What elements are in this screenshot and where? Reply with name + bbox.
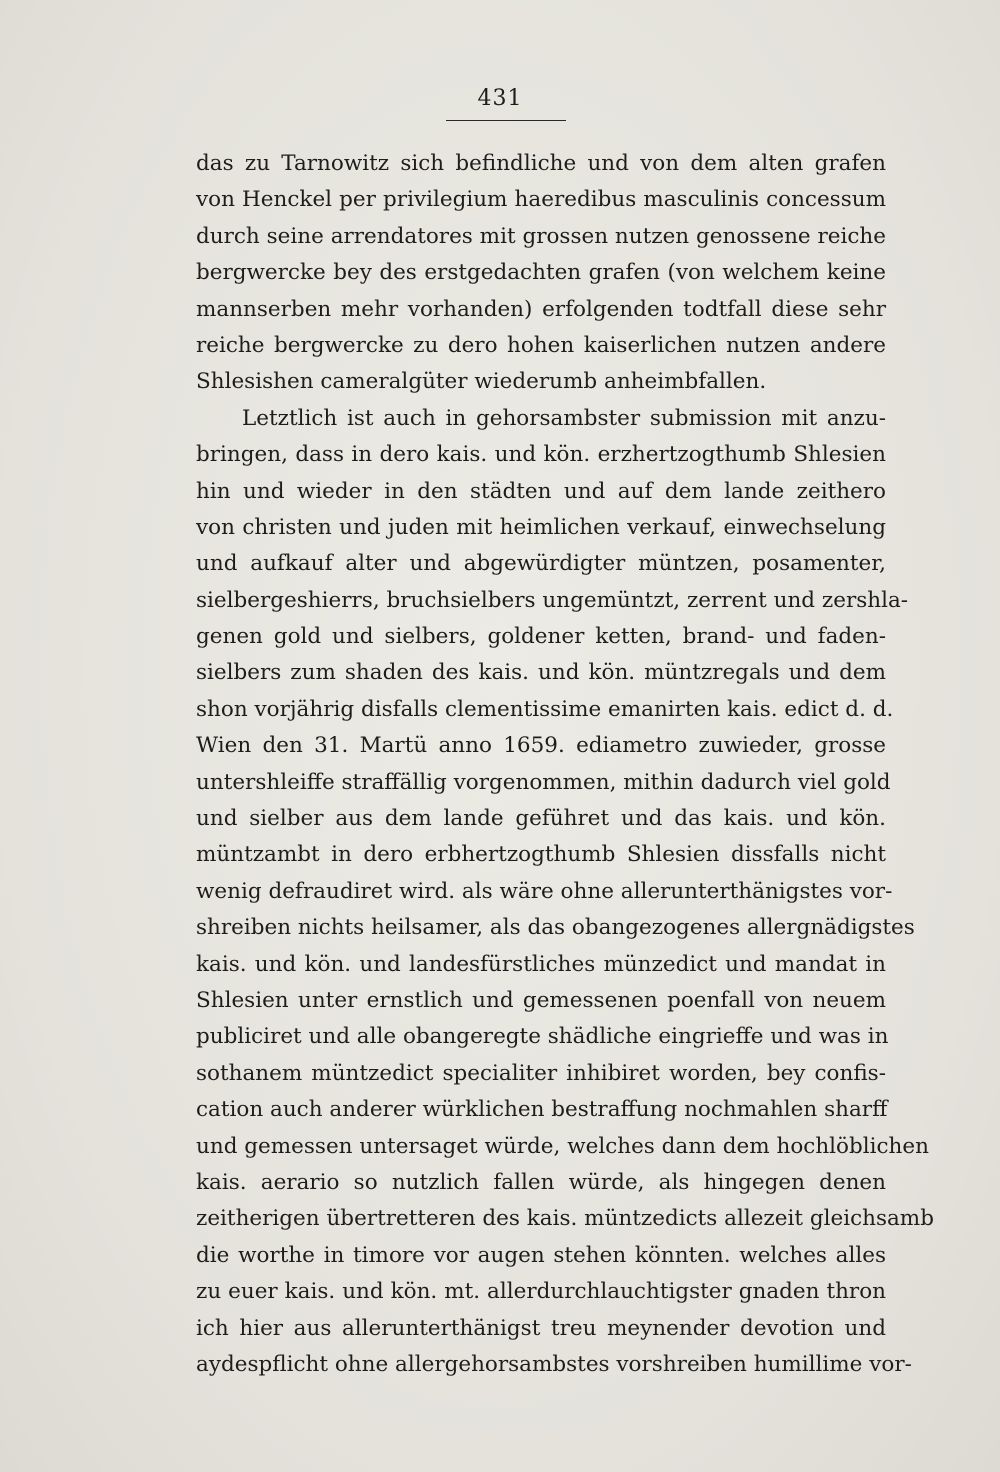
text-line: shon vorjährig disfalls clementissime emanirten kais. edict d. d. (196, 696, 894, 722)
text-line: von christen und juden mit heimlichen verkauf, einwechselung (196, 514, 886, 540)
text-line: hin und wieder in den städten und auf dem lande zeithero (196, 478, 886, 504)
page-number: 431 (477, 86, 523, 111)
body-text (196, 146, 934, 1383)
text-line: durch seine arrendatores mit grossen nutzen genossene reiche (196, 223, 886, 249)
paragraph-first-line: Letztlich ist auch in gehorsambster submission mit anzu- (242, 405, 886, 431)
text-line: shreiben nichts heilsamer, als das obangezogenes allergnädigstes (196, 915, 915, 941)
text-line: wenig defraudiret wird. als wäre ohne allerunterthänigstes vor- (196, 878, 893, 904)
text-line: zeitherigen übertretteren des kais. müntzedicts allezeit gleichsamb (196, 1206, 934, 1232)
text-line: müntzambt in dero erbhertzogthumb Shlesien dissfalls nicht (196, 842, 886, 868)
text-line: und gemessen untersaget würde, welches dann dem hochlöblichen (196, 1133, 929, 1159)
text-line: mannserben mehr vorhanden) erfolgenden todtfall diese sehr (196, 296, 886, 322)
text-line: und sielber aus dem lande geführet und das kais. und kön. (196, 806, 886, 832)
text-line: untershleiffe straffällig vorgenommen, mithin dadurch viel gold (196, 769, 891, 795)
text-line: kais. und kön. und landesfürstliches münzedict und mandat in (196, 951, 886, 977)
text-line: und aufkauf alter und abgewürdigter müntzen, posamenter, (196, 551, 886, 577)
page-number-rule (446, 120, 566, 121)
text-line: genen gold und sielbers, goldener ketten, brand- und faden- (196, 624, 886, 650)
text-line: von Henckel per privilegium haeredibus masculinis concessum (196, 187, 886, 213)
text-line: publiciret und alle obangeregte shädliche eingrieffe und was in (196, 1024, 889, 1050)
text-line: aydespflicht ohne allergehorsambstes vorshreiben humillime vor- (196, 1351, 912, 1377)
text-line: zu euer kais. und kön. mt. allerdurchlauchtigster gnaden thron (196, 1279, 886, 1305)
text-line: reiche bergwercke zu dero hohen kaiserlichen nutzen andere (196, 332, 886, 358)
text-line: Shlesishen cameralgüter wiederumb anheimbfallen. (196, 369, 767, 395)
text-line: kais. aerario so nutzlich fallen würde, als hingegen denen (196, 1169, 886, 1195)
text-line: Wien den 31. Martü anno 1659. ediametro zuwieder, grosse (196, 733, 886, 759)
text-line: sielbergeshierrs, bruchsielbers ungemüntzt, zerrent und zershla- (196, 587, 909, 613)
text-line: sielbers zum shaden des kais. und kön. müntzregals und dem (196, 660, 886, 686)
text-line: bringen, dass in dero kais. und kön. erzhertzogthumb Shlesien (196, 442, 886, 468)
text-line: das zu Tarnowitz sich befindliche und von dem alten grafen (196, 151, 886, 176)
text-line: die worthe in timore vor augen stehen könnten. welches alles (196, 1242, 886, 1268)
text-line: ich hier aus allerunterthänigst treu meynender devotion und (196, 1315, 886, 1341)
text-line: Shlesien unter ernstlich und gemessenen poenfall von neuem (196, 987, 886, 1013)
text-line: cation auch anderer würklichen bestraffung nochmahlen sharff (196, 1097, 888, 1123)
text-line: bergwercke bey des erstgedachten grafen (von welchem keine (196, 260, 886, 286)
text-line: sothanem müntzedict specialiter inhibiret worden, bey confis- (196, 1060, 886, 1086)
